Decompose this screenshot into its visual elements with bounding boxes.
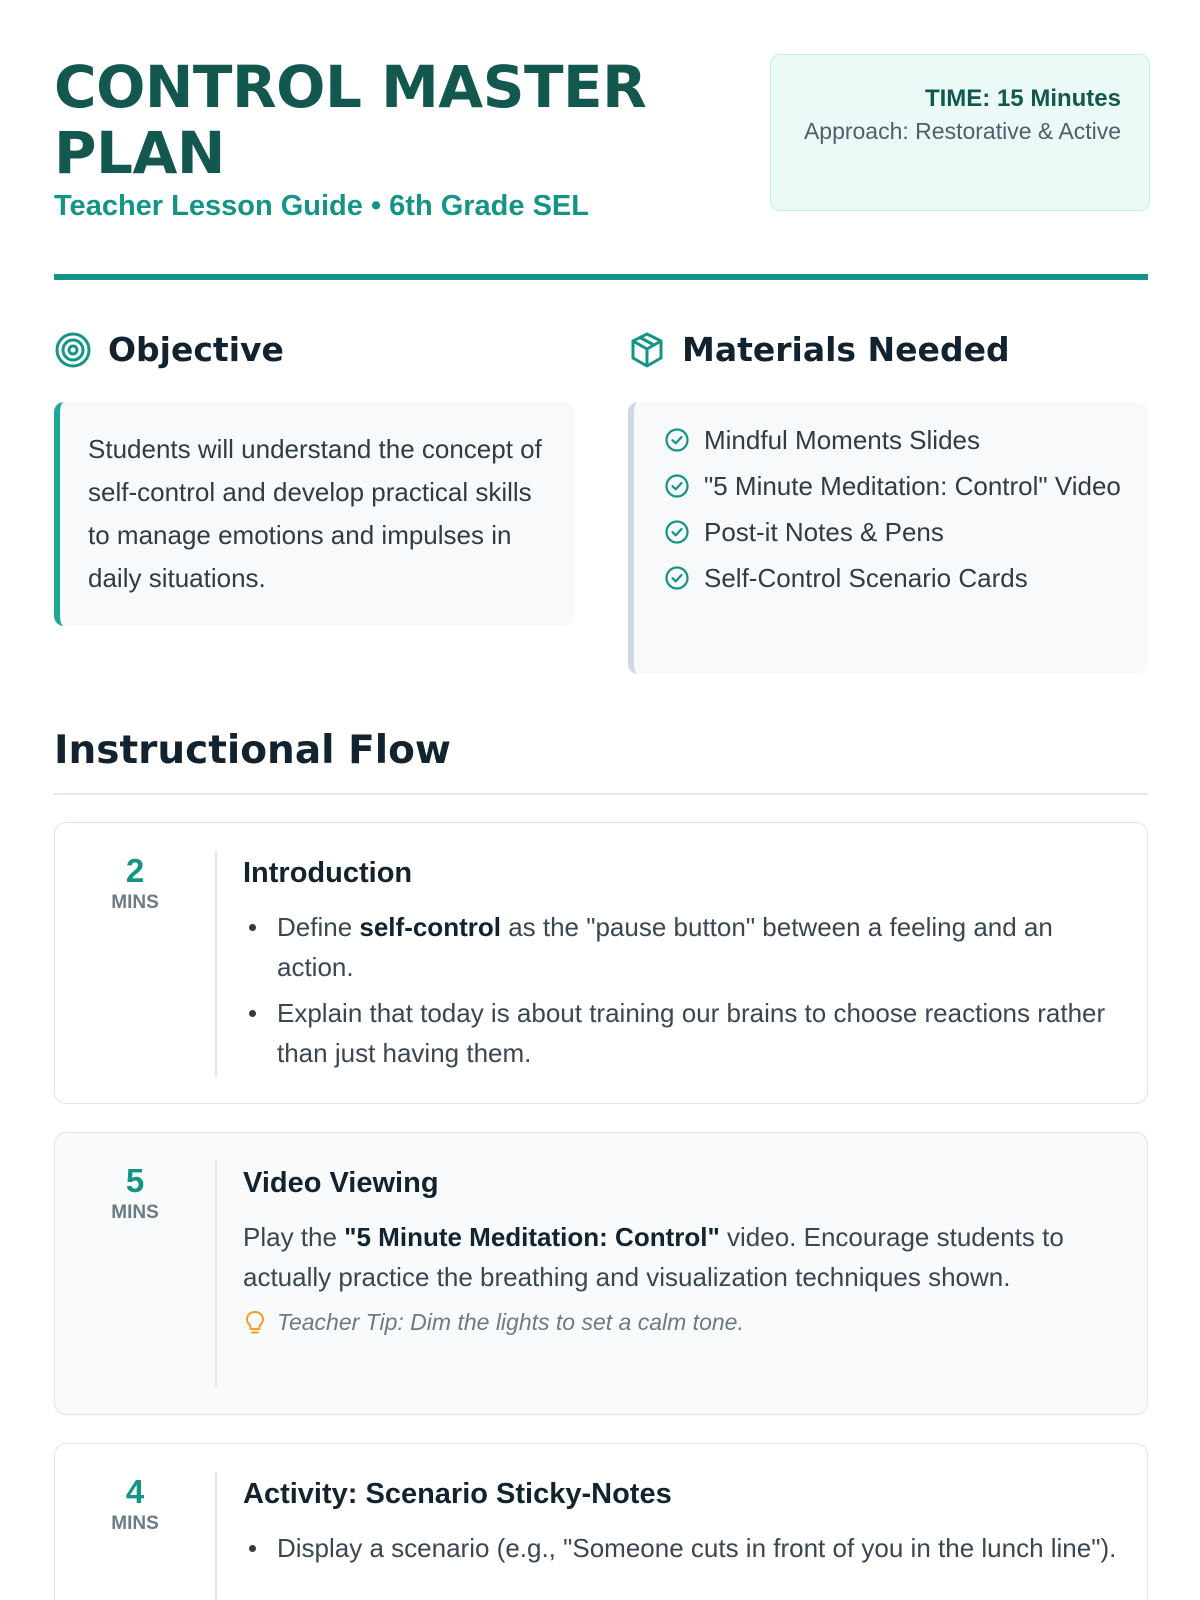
header-divider: [54, 274, 1148, 280]
objective-box: [54, 402, 574, 626]
flow-step-activity: [54, 1443, 1148, 1600]
objective-heading-label: Objective: [108, 330, 284, 369]
check-circle-icon: [664, 565, 690, 591]
materials-heading: [628, 330, 1010, 369]
time-info-box: [770, 54, 1150, 211]
step-duration: [55, 1472, 215, 1536]
step-bullet-list: [243, 907, 1123, 1073]
flow-step-video-viewing: [54, 1132, 1148, 1415]
flow-heading: Instructional Flow: [54, 728, 451, 773]
check-circle-icon: [664, 473, 690, 499]
step-duration: [55, 851, 215, 915]
step-duration: [55, 1161, 215, 1225]
page-title: CONTROL MASTER PLAN: [54, 53, 647, 187]
teacher-tip: [243, 1309, 1123, 1336]
flow-divider: [54, 793, 1148, 795]
page-subtitle: Teacher Lesson Guide • 6th Grade SEL: [54, 190, 589, 222]
materials-item-label: Self-Control Scenario Cards: [704, 563, 1028, 593]
step-description: Play the "5 Minute Meditation: Control" video. Encourage students to actually practice the breathing and visualization techniques shown.: [243, 1222, 1064, 1292]
step-bullet: Display a scenario (e.g., "Someone cuts in front of you in the lunch line").: [243, 1528, 1123, 1568]
materials-item-label: Post-it Notes & Pens: [704, 517, 944, 547]
approach-label: Approach: Restorative & Active: [803, 118, 1121, 144]
objective-heading: [54, 330, 284, 369]
materials-item-label: Mindful Moments Slides: [704, 425, 980, 455]
target-icon: [54, 331, 92, 369]
materials-item-label: "5 Minute Meditation: Control" Video: [704, 471, 1121, 501]
time-label: TIME: 15 Minutes: [924, 85, 1121, 112]
lightbulb-icon: [243, 1310, 267, 1336]
step-minutes-unit: MINS: [111, 1202, 159, 1223]
step-minutes: 5: [125, 1162, 145, 1199]
check-circle-icon: [664, 427, 690, 453]
step-divider: [215, 851, 217, 1077]
step-body: [243, 1474, 1123, 1574]
step-minutes: 4: [125, 1473, 145, 1510]
step-title: Introduction: [243, 857, 413, 889]
step-divider: [215, 1472, 217, 1600]
step-divider: [215, 1161, 217, 1387]
step-minutes: 2: [125, 852, 145, 889]
materials-item: [664, 512, 1128, 552]
step-bullet: Explain that today is about training our brains to choose reactions rather than just having them.: [243, 993, 1123, 1073]
objective-text: Students will understand the concept of self-control and develop practical skills to manage emotions and impulses in daily situations.: [88, 434, 542, 593]
materials-item: [664, 558, 1128, 598]
step-minutes-unit: MINS: [111, 1513, 159, 1534]
step-title: Video Viewing: [243, 1167, 439, 1199]
step-bullet-list: [243, 1528, 1123, 1568]
materials-heading-label: Materials Needed: [682, 330, 1010, 369]
step-body: [243, 1163, 1123, 1336]
box-icon: [628, 331, 666, 369]
teacher-tip-text: Teacher Tip: Dim the lights to set a calm tone.: [277, 1309, 744, 1335]
step-bullet: Define self-control as the "pause button" between a feeling and an action.: [243, 907, 1123, 987]
materials-box: [628, 402, 1148, 674]
step-minutes-unit: MINS: [111, 892, 159, 913]
materials-item: [664, 466, 1128, 506]
materials-item: [664, 420, 1128, 460]
header: [54, 54, 1148, 284]
check-circle-icon: [664, 519, 690, 545]
step-body: [243, 853, 1123, 1079]
flow-step-introduction: [54, 822, 1148, 1104]
step-title: Activity: Scenario Sticky-Notes: [243, 1478, 672, 1510]
